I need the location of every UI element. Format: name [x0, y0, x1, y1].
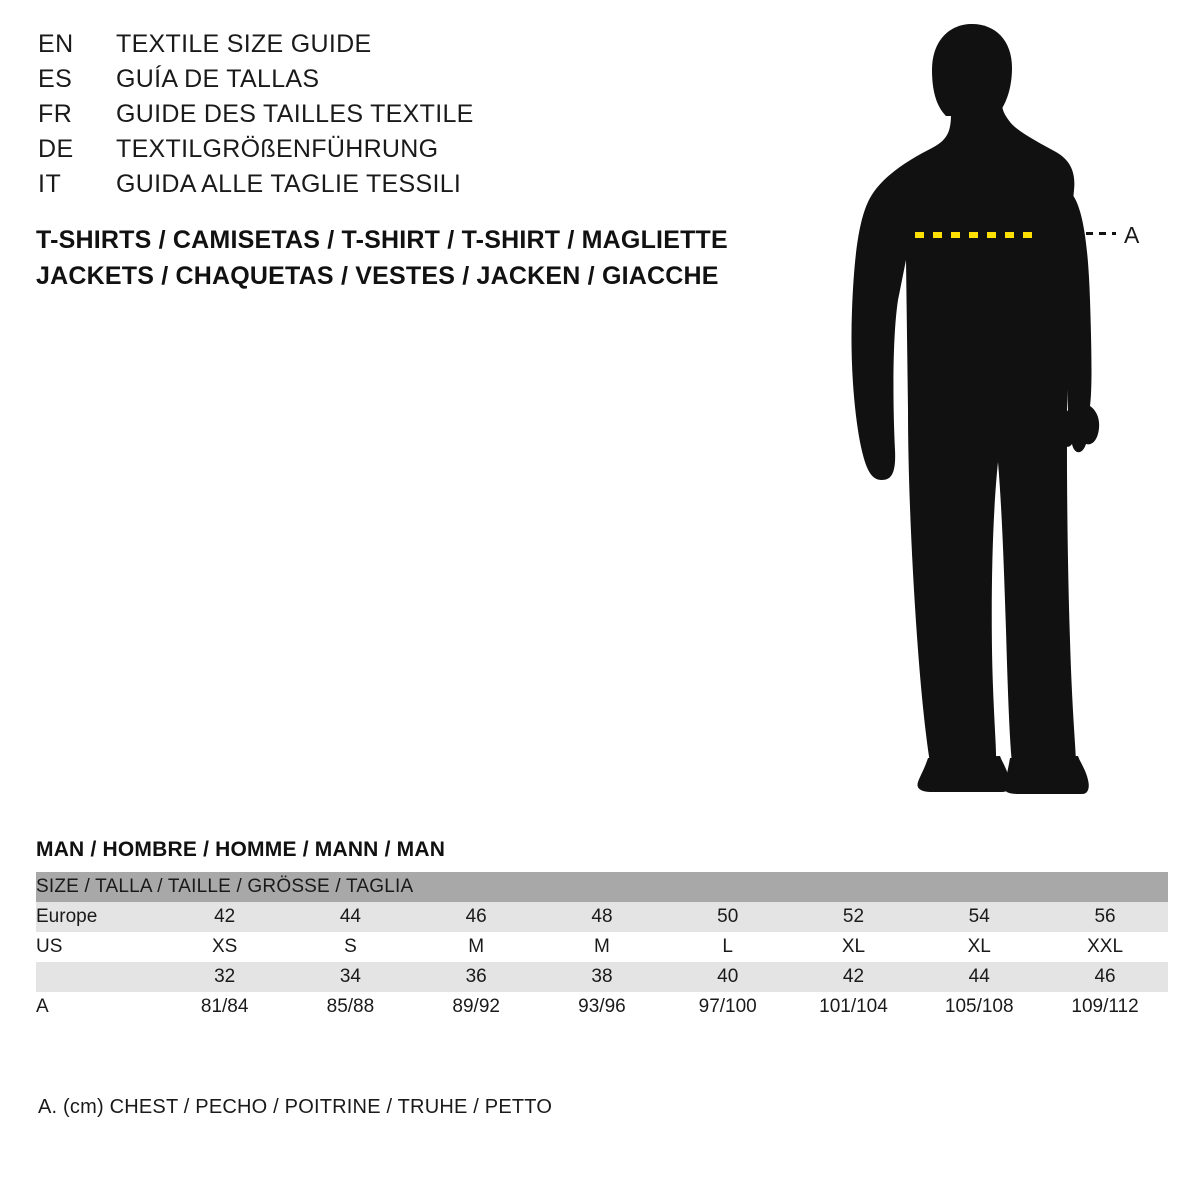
measure-label-a: A — [1124, 222, 1140, 248]
cell-value: XS — [162, 932, 288, 962]
cell-value: 54 — [916, 902, 1042, 932]
cell-value: 34 — [288, 962, 414, 992]
cell-value: 36 — [413, 962, 539, 992]
language-row — [38, 65, 758, 100]
cell-value: 38 — [539, 962, 665, 992]
cell-value: 105/108 — [916, 992, 1042, 1022]
language-title: GUIDE DES TAILLES TEXTILE — [116, 100, 474, 128]
language-code: IT — [38, 170, 62, 198]
cell-value: 56 — [1042, 902, 1168, 932]
table-row — [36, 962, 1168, 992]
silhouette-shape — [851, 24, 1099, 794]
cell-value: XL — [791, 932, 917, 962]
language-code: DE — [38, 135, 74, 163]
cell-value: 44 — [288, 902, 414, 932]
row-label: US — [36, 932, 162, 962]
cell-value: 52 — [791, 902, 917, 932]
language-title: GUÍA DE TALLAS — [116, 65, 320, 93]
language-code: ES — [38, 65, 73, 93]
cell-value: 42 — [791, 962, 917, 992]
footnote: A. (cm) CHEST / PECHO / POITRINE / TRUHE / PETTO — [38, 1096, 553, 1118]
cell-value: 89/92 — [413, 992, 539, 1022]
language-row — [38, 135, 758, 170]
cell-value: S — [288, 932, 414, 962]
row-label: Europe — [36, 902, 162, 932]
cell-value: XXL — [1042, 932, 1168, 962]
category-headings — [36, 222, 796, 294]
cell-value: 101/104 — [791, 992, 917, 1022]
cell-value: M — [413, 932, 539, 962]
language-row — [38, 100, 758, 135]
language-list — [38, 30, 758, 205]
language-code: EN — [38, 30, 74, 58]
table-row — [36, 992, 1168, 1022]
cell-value: 93/96 — [539, 992, 665, 1022]
cell-value: 40 — [665, 962, 791, 992]
language-title: TEXTILGRÖßENFÜHRUNG — [116, 135, 439, 163]
table-row — [36, 902, 1168, 932]
cell-value: 46 — [413, 902, 539, 932]
language-title: GUIDA ALLE TAGLIE TESSILI — [116, 170, 462, 198]
cell-value: 44 — [916, 962, 1042, 992]
language-row — [38, 170, 758, 205]
cell-value: M — [539, 932, 665, 962]
cell-value: L — [665, 932, 791, 962]
table-header-label: SIZE / TALLA / TAILLE / GRÖSSE / TAGLIA — [36, 872, 1168, 902]
measure-leader-line — [1086, 232, 1116, 235]
table-header-row — [36, 872, 1168, 902]
cell-value: 32 — [162, 962, 288, 992]
cell-value: 109/112 — [1042, 992, 1168, 1022]
cell-value: 81/84 — [162, 992, 288, 1022]
language-code: FR — [38, 100, 73, 128]
cell-value: 50 — [665, 902, 791, 932]
cell-value: XL — [916, 932, 1042, 962]
row-label — [36, 962, 162, 992]
cell-value: 97/100 — [665, 992, 791, 1022]
cell-value: 46 — [1042, 962, 1168, 992]
cell-value: 48 — [539, 902, 665, 932]
silhouette-svg — [820, 10, 1180, 800]
category-tshirts: T-SHIRTS / CAMISETAS / T-SHIRT / T-SHIRT / MAGLIETTE — [36, 226, 728, 254]
gender-title: MAN / HOMBRE / HOMME / MANN / MAN — [36, 838, 446, 861]
size-table — [36, 872, 1168, 1022]
category-jackets: JACKETS / CHAQUETAS / VESTES / JACKEN / GIACCHE — [36, 262, 719, 290]
body-silhouette — [820, 10, 1180, 800]
size-table-section — [36, 838, 1168, 1022]
cell-value: 85/88 — [288, 992, 414, 1022]
table-row — [36, 932, 1168, 962]
row-label: A — [36, 992, 162, 1022]
language-title: TEXTILE SIZE GUIDE — [116, 30, 372, 58]
language-row — [38, 30, 758, 65]
cell-value: 42 — [162, 902, 288, 932]
